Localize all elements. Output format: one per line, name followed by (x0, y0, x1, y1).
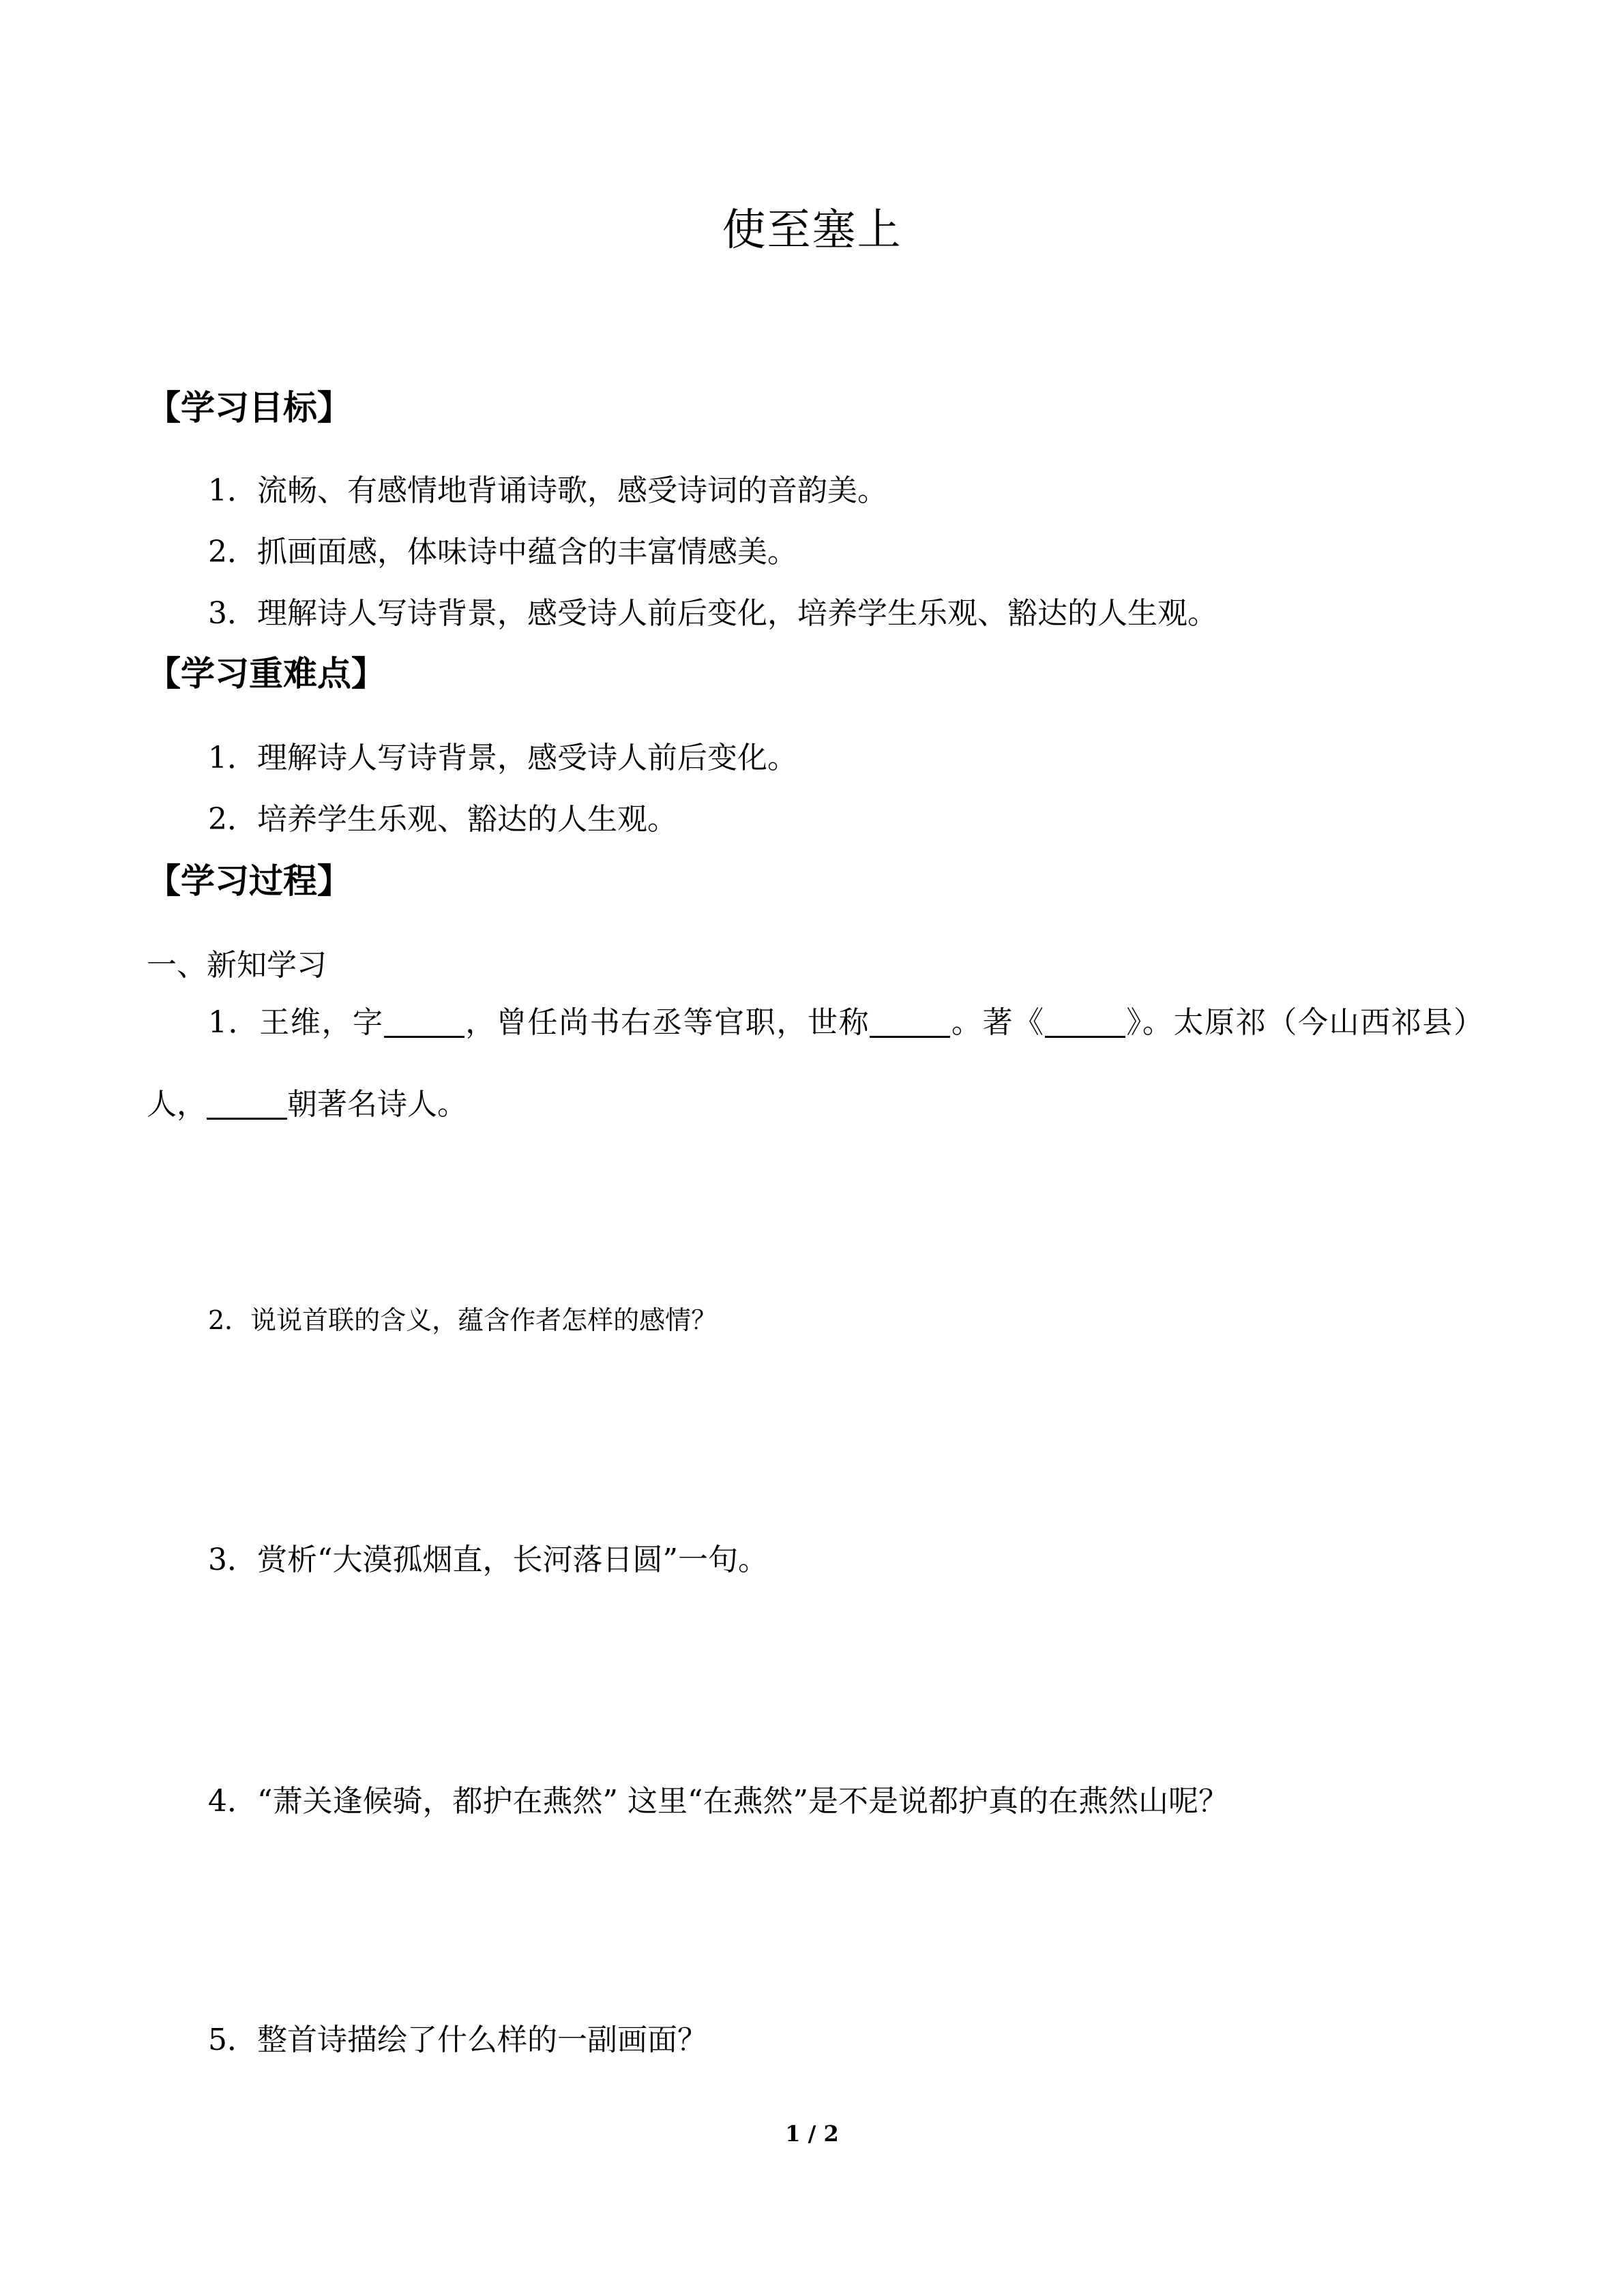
q1-text-part-2: ，曾任尚书右丞等官职，世称 (464, 1005, 870, 1040)
question-3: 3．赏析“大漠孤烟直，长河落日圆”一句。 (208, 1542, 768, 1577)
section-heading-goals: 【学习目标】 (147, 388, 351, 428)
goal-item-3: 3．理解诗人写诗背景，感受诗人前后变化，培养学生乐观、豁达的人生观。 (208, 596, 1217, 631)
section-heading-process: 【学习过程】 (147, 861, 351, 901)
question-2: 2．说说首联的含义，蕴含作者怎样的感情？ (208, 1305, 718, 1335)
question-5: 5．整首诗描绘了什么样的一副画面？ (208, 2023, 707, 2057)
key-point-item-1: 1．理解诗人写诗背景，感受诗人前后变化。 (208, 741, 797, 775)
q1-text-part-4: 》。太原祁（今山西祁县）人， (147, 1005, 1484, 1122)
section-heading-key-points: 【学习重难点】 (147, 654, 385, 694)
key-point-item-2: 2．培养学生乐观、豁达的人生观。 (208, 802, 677, 837)
blank-dynasty[interactable] (207, 1090, 287, 1120)
q1-text-part-3: 。著《 (950, 1005, 1045, 1040)
goal-item-2: 2．抓画面感，体味诗中蕴含的丰富情感美。 (208, 535, 797, 569)
goal-item-1: 1．流畅、有感情地背诵诗歌，感受诗词的音韵美。 (208, 473, 887, 508)
blank-courtesy-name[interactable] (384, 1009, 464, 1038)
question-4: 4．“萧关逢候骑，都护在燕然” 这里“在燕然”是不是说都护真的在燕然山呢？ (208, 1784, 1228, 1819)
page-title: 使至塞上 (722, 205, 902, 256)
q1-text-part-1: 1．王维，字 (208, 1005, 384, 1040)
process-subheading: 一、新知学习 (147, 948, 327, 983)
q1-text-part-5: 朝著名诗人。 (287, 1087, 467, 1122)
blank-works[interactable] (1045, 1009, 1125, 1038)
question-1-fill-in (147, 982, 1483, 1146)
page-number: 1 / 2 (785, 2121, 839, 2147)
blank-title-name[interactable] (870, 1009, 950, 1038)
